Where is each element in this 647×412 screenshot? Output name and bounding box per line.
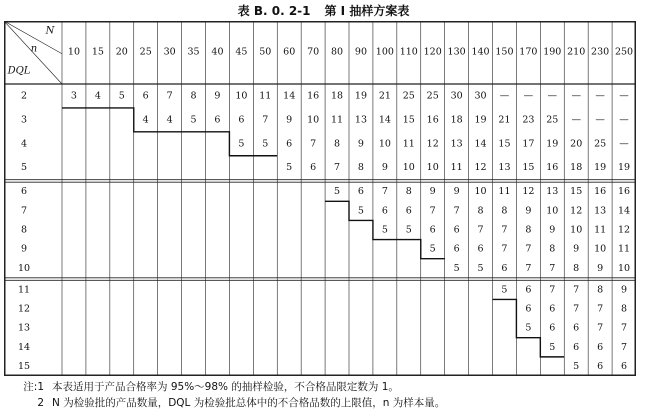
table-cell: 16	[617, 186, 631, 198]
table-code: 表 B. 0. 2-1	[237, 4, 311, 18]
table-cell: 7	[597, 303, 604, 315]
table-cell: 16	[426, 114, 439, 126]
table-cell: 11	[498, 186, 511, 198]
table-cell: 9	[525, 205, 532, 217]
table-cell: 7	[525, 243, 532, 255]
column-header: 35	[187, 46, 200, 58]
table-cell: 11	[594, 224, 607, 236]
table-cell: 10	[426, 162, 439, 174]
table-cell: 19	[617, 162, 631, 174]
table-cell: 16	[546, 162, 559, 174]
table-cell: 4	[142, 114, 149, 126]
column-header: 100	[375, 46, 394, 58]
table-cell: 7	[549, 284, 556, 296]
table-cell: 8	[597, 284, 604, 296]
table-cell: —	[619, 114, 629, 126]
table-cell: 5	[405, 224, 412, 236]
table-cell: 13	[594, 205, 607, 217]
column-header: 80	[330, 46, 344, 58]
row-label: 6	[20, 186, 28, 198]
table-cell: 25	[402, 90, 415, 102]
table-cell: 21	[378, 90, 391, 102]
table-cell: 8	[190, 90, 197, 102]
table-cell: 11	[450, 162, 463, 174]
table-cell: 6	[597, 341, 604, 353]
row-label: 12	[17, 303, 31, 315]
table-cell: 5	[334, 186, 341, 198]
row-label: 13	[17, 322, 31, 334]
table-cell: 5	[190, 114, 197, 126]
table-cell: 5	[429, 243, 436, 255]
table-cell: —	[499, 90, 510, 102]
column-header: 140	[471, 46, 490, 58]
table-cell: 5	[549, 341, 556, 353]
row-label: 9	[20, 243, 28, 255]
table-cell: —	[571, 90, 581, 102]
table-cell: 11	[259, 90, 272, 102]
table-cell: 19	[354, 90, 368, 102]
table-cell: 13	[450, 138, 463, 150]
table-cell: 6	[573, 322, 580, 334]
table-cell: —	[619, 138, 629, 150]
table-cell: 8	[621, 303, 628, 315]
table-cell: 30	[474, 90, 487, 102]
table-cell: 6	[429, 224, 436, 236]
table-cell: 14	[378, 114, 391, 126]
table-cell: 12	[522, 186, 535, 198]
table-cell: 10	[570, 224, 583, 236]
column-header: 230	[591, 46, 610, 58]
table-cell: 10	[307, 114, 320, 126]
table-cell: 8	[525, 224, 532, 236]
table-cell: 5	[238, 138, 245, 150]
table-cell: 25	[594, 138, 607, 150]
table-cell: 8	[501, 205, 508, 217]
table-cell: 5	[118, 90, 125, 102]
sampling-table-grid	[4, 21, 636, 376]
table-border	[5, 22, 636, 376]
table-cell: 6	[597, 360, 604, 372]
table-cell: 8	[334, 138, 341, 150]
table-cell: 4	[166, 114, 173, 126]
table-cell: 7	[573, 303, 580, 315]
table-cell: 7	[381, 186, 388, 198]
table-cell: 6	[525, 303, 532, 315]
table-cell: 16	[594, 186, 607, 198]
table-cell: 10	[235, 90, 248, 102]
table-cell: 7	[621, 322, 628, 334]
table-cell: 19	[546, 138, 559, 150]
table-cell: 25	[426, 90, 439, 102]
table-cell: 6	[549, 303, 556, 315]
table-cell: 23	[522, 114, 535, 126]
table-cell: 5	[286, 162, 293, 174]
table-cell: 6	[357, 186, 364, 198]
table-cell: 12	[617, 224, 631, 236]
table-cell: 6	[549, 322, 556, 334]
table-cell: 19	[474, 114, 487, 126]
table-cell: 4	[94, 90, 101, 102]
table-cell: 7	[334, 162, 341, 174]
table-cell: 9	[597, 262, 604, 274]
table-cell: 6	[525, 284, 532, 296]
table-cell: 14	[474, 138, 487, 150]
row-label: 10	[17, 262, 31, 274]
table-cell: 6	[405, 205, 412, 217]
table-cell: 8	[477, 205, 484, 217]
table-cell: 5	[262, 138, 269, 150]
table-cell: —	[571, 114, 581, 126]
table-cell: 6	[310, 162, 317, 174]
table-cell: 17	[522, 138, 535, 150]
note-2-number: 2	[37, 397, 44, 409]
table-cell: 14	[283, 90, 296, 102]
table-cell: 5	[501, 284, 508, 296]
table-cell: 7	[166, 90, 173, 102]
table-cell: 13	[498, 162, 511, 174]
table-cell: 7	[310, 138, 317, 150]
header-dql-label: DQL	[7, 65, 31, 77]
column-header: 70	[307, 46, 320, 58]
table-cell: 25	[546, 114, 559, 126]
table-cell: 15	[402, 114, 415, 126]
table-cell: 15	[522, 162, 535, 174]
table-cell: 16	[307, 90, 320, 102]
column-header: 10	[67, 46, 81, 58]
table-cell: 9	[621, 284, 628, 296]
table-cell: 3	[70, 90, 77, 102]
column-header: 170	[519, 46, 538, 58]
table-cell: 9	[429, 186, 436, 198]
table-cell: 9	[381, 162, 388, 174]
column-header: 50	[259, 46, 272, 58]
table-cell: 18	[330, 90, 344, 102]
row-label: 3	[20, 114, 28, 126]
row-label: 8	[20, 224, 28, 236]
table-cell: —	[547, 90, 558, 102]
table-cell: 10	[378, 138, 391, 150]
table-cell: 9	[549, 224, 556, 236]
table-cell: 10	[594, 243, 607, 255]
table-cell: 14	[617, 205, 631, 217]
table-cell: 5	[573, 360, 580, 372]
table-notes	[8, 379, 638, 411]
table-cell: 7	[262, 114, 269, 126]
table-cell: 8	[357, 162, 364, 174]
table-cell: 6	[501, 262, 508, 274]
table-cell: 18	[450, 114, 463, 126]
table-cell: 9	[453, 186, 460, 198]
column-header: 25	[139, 46, 152, 58]
table-cell: 7	[621, 341, 628, 353]
table-cell: 7	[549, 262, 556, 274]
table-cell: 7	[429, 205, 436, 217]
table-cell: 12	[474, 162, 487, 174]
table-cell: 20	[570, 138, 583, 150]
row-label: 15	[17, 360, 31, 372]
column-header: 250	[614, 46, 634, 58]
table-cell: 6	[214, 114, 221, 126]
table-cell: 8	[549, 243, 556, 255]
column-header: 15	[91, 46, 104, 58]
table-cell: 7	[477, 224, 484, 236]
table-cell: 7	[525, 262, 532, 274]
table-cell: 7	[501, 224, 508, 236]
table-cell: 5	[357, 205, 364, 217]
table-title	[0, 2, 647, 19]
note-1	[8, 379, 638, 395]
sampling-table	[4, 21, 636, 376]
note-2	[8, 395, 638, 411]
table-cell: 6	[238, 114, 245, 126]
table-cell: 6	[477, 243, 484, 255]
column-header: 110	[399, 46, 418, 58]
table-cell: 5	[453, 262, 460, 274]
table-cell: 11	[330, 114, 344, 126]
table-cell: 6	[453, 224, 460, 236]
table-cell: 12	[426, 138, 439, 150]
column-header: 130	[447, 46, 466, 58]
table-cell: 12	[570, 205, 583, 217]
row-label: 2	[20, 90, 28, 102]
table-cell: 11	[402, 138, 415, 150]
note-1-number: 注:1	[23, 381, 44, 393]
column-header: 210	[567, 46, 586, 58]
table-name: 第 I 抽样方案表	[324, 4, 410, 18]
row-label: 4	[20, 138, 28, 150]
column-header: 20	[115, 46, 128, 58]
column-header: 60	[283, 46, 296, 58]
table-cell: 7	[501, 243, 508, 255]
table-cell: 30	[450, 90, 463, 102]
table-cell: 21	[498, 114, 511, 126]
table-cell: 6	[286, 138, 293, 150]
table-cell: 15	[498, 138, 511, 150]
table-cell: 7	[597, 322, 604, 334]
table-cell: 6	[142, 90, 149, 102]
table-cell: —	[619, 90, 629, 102]
table-cell: 7	[573, 284, 580, 296]
table-cell: 8	[405, 186, 412, 198]
row-label: 7	[20, 205, 28, 217]
table-cell: —	[595, 90, 605, 102]
table-cell: 9	[214, 90, 221, 102]
table-cell: 9	[573, 243, 580, 255]
table-cell: 9	[286, 114, 293, 126]
column-header: 120	[423, 46, 442, 58]
table-cell: 9	[357, 138, 364, 150]
table-cell: 5	[381, 224, 388, 236]
table-cell: 5	[525, 322, 532, 334]
table-cell: —	[523, 90, 534, 102]
column-header: 40	[211, 46, 224, 58]
column-header: 45	[235, 46, 248, 58]
table-cell: 11	[617, 243, 631, 255]
column-header: 190	[543, 46, 562, 58]
table-cell: 6	[621, 360, 628, 372]
row-label: 14	[17, 341, 31, 353]
table-cell: 10	[617, 262, 631, 274]
table-cell: 6	[381, 205, 388, 217]
table-cell: 7	[453, 205, 460, 217]
table-cell: 6	[573, 341, 580, 353]
table-cell: 13	[354, 114, 368, 126]
note-2-text: N 为检验批的产品数量，DQL 为检验批总体中的不合格品数的上限值，n 为样本量。	[52, 397, 446, 409]
table-cell: 10	[474, 186, 487, 198]
header-n-sample-label: n	[30, 43, 38, 55]
table-cell: 15	[570, 186, 583, 198]
column-header: 30	[163, 46, 176, 58]
table-cell: 8	[573, 262, 580, 274]
table-cell: 10	[546, 205, 559, 217]
column-header: 90	[354, 46, 368, 58]
row-label: 5	[20, 162, 28, 174]
table-cell: 13	[546, 186, 559, 198]
table-cell: 19	[594, 162, 607, 174]
table-cell: —	[595, 114, 605, 126]
table-cell: 5	[477, 262, 484, 274]
row-label: 11	[17, 284, 31, 296]
header-n-lot-label: N	[45, 25, 55, 37]
table-cell: 18	[570, 162, 583, 174]
column-header: 150	[495, 46, 514, 58]
note-1-text: 本表适用于产品合格率为 95%～98% 的抽样检验，不合格品限定数为 1。	[52, 381, 399, 393]
table-cell: 10	[402, 162, 415, 174]
table-cell: 6	[453, 243, 460, 255]
